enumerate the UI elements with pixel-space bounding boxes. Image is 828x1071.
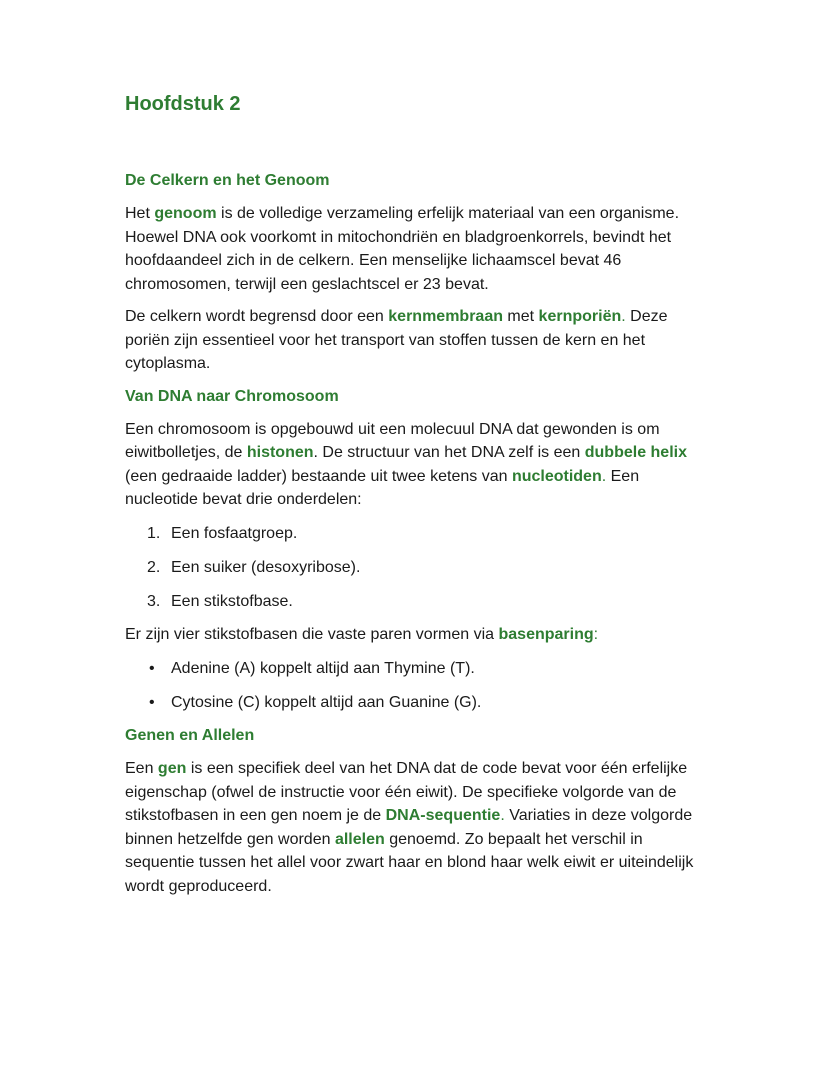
- paragraph-chromosoom: Een chromosoom is opgebouwd uit een molecuul DNA dat gewonden is om eiwitbolletjes, de histonen. De structuur van het DNA zelf is een dubbele helix (een gedraaide ladder) bestaande uit twee ketens van nucleotiden. Een nucleotide bevat drie onderdelen:: [125, 420, 687, 508]
- list-item: 1. Een fosfaatgroep.: [147, 524, 298, 542]
- term-nucleotiden: nucleotiden: [511, 467, 602, 485]
- term-histonen: histonen: [246, 444, 314, 461]
- list-item: • Adenine (A) koppelt altijd aan Thymine (T).: [149, 659, 475, 677]
- nucleotide-parts-list: [125, 522, 715, 614]
- chapter-title: Hoofdstuk 2: [125, 93, 241, 115]
- list-item: • Cytosine (C) koppelt altijd aan Guanine (G).: [149, 693, 482, 711]
- term-genoom: genoom: [154, 205, 217, 222]
- paragraph-genoom: Het genoom is de volledige verzameling erfelijk materiaal van een organisme. Hoewel DNA ook voorkomt in mitochondriën en bladgroenkorrels, bevindt het hoofdaandeel zich in de celkern. Een menselijke lichaamscel bevat 46 chromosomen, terwijl een geslachtscel er 23 bevat.: [125, 205, 680, 293]
- base-pair-list: [125, 657, 715, 715]
- term-basenparing: basenparing: [498, 626, 594, 643]
- paragraph-kernmembraan: De celkern wordt begrensd door een kernmembraan met kernporiën. Deze poriën zijn essentieel voor het transport van stoffen tussen de kern en het cytoplasma.: [125, 308, 668, 372]
- term-kernporien: kernporiën: [538, 308, 622, 325]
- term-dubbele-helix: dubbele helix: [584, 444, 687, 461]
- section-heading-celkern: De Celkern en het Genoom: [125, 172, 330, 189]
- list-item: 2. Een suiker (desoxyribose).: [147, 558, 361, 576]
- document-content: [125, 88, 715, 898]
- term-kernmembraan: kernmembraan: [388, 308, 503, 325]
- term-dna-sequentie: DNA-sequentie: [385, 807, 501, 824]
- section-heading-chromosoom: Van DNA naar Chromosoom: [125, 387, 339, 405]
- section-heading-genen: Genen en Allelen: [125, 727, 255, 744]
- list-item: 3. Een stikstofbase.: [147, 592, 293, 610]
- term-gen: gen: [157, 760, 187, 777]
- term-allelen: allelen: [334, 830, 385, 848]
- paragraph-genen: Een gen is een specifiek deel van het DNA dat de code bevat voor één erfelijke eigenschap (ofwel de instructie voor één eiwit). De specifieke volgorde van de stikstofbasen in een gen noem je de DNA-sequentie. Variaties in deze volgorde binnen hetzelfde gen worden allelen genoemd. Zo bepaalt het verschil in sequentie tussen het allel voor zwart haar en blond haar welk eiwit er uiteindelijk wordt geproduceerd.: [125, 760, 694, 895]
- paragraph-basenparing: Er zijn vier stikstofbasen die vaste paren vormen via basenparing:: [125, 626, 599, 643]
